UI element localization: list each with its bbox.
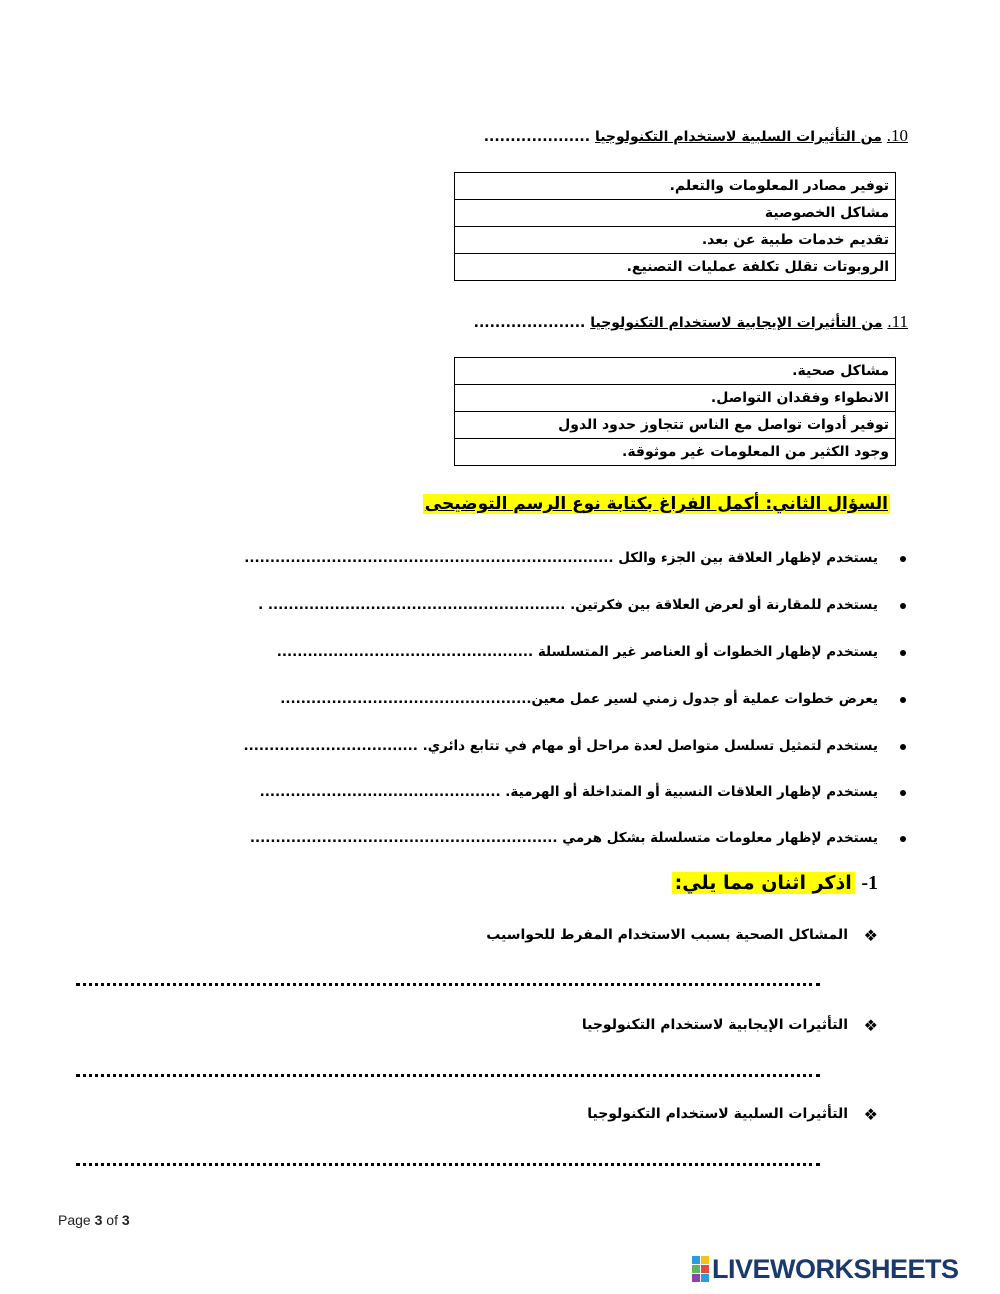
question-text: اذكر اثنان مما يلي: xyxy=(672,872,855,894)
question-number: 10. xyxy=(886,126,908,145)
logo-square xyxy=(701,1265,709,1273)
total-pages: 3 xyxy=(121,1212,130,1228)
liveworksheets-logo[interactable] xyxy=(692,1254,959,1284)
bullet-item xyxy=(280,691,878,707)
diamond-icon: ❖ xyxy=(863,1105,878,1124)
question-number: 1- xyxy=(861,872,878,894)
bullet-text[interactable]: يستخدم لتمثيل تسلسل متواصل لعدة مراحل أو مهام في تتابع دائري. .................................. xyxy=(243,738,878,754)
logo-text: LIVEWORKSHEETS xyxy=(712,1253,959,1284)
bullet-text[interactable]: يستخدم لإظهار معلومات متسلسلة بشكل هرمي ............................................................ xyxy=(249,830,878,846)
list-item xyxy=(587,1105,878,1124)
options-table-q11 xyxy=(454,357,896,466)
answer-line[interactable] xyxy=(76,1074,820,1077)
bullet-icon xyxy=(900,603,906,609)
bullet-icon xyxy=(900,790,906,796)
current-page: 3 xyxy=(94,1212,103,1228)
bullet-icon xyxy=(900,556,906,562)
logo-icon xyxy=(692,1256,709,1282)
bullet-item xyxy=(277,644,878,660)
page-footer xyxy=(58,1212,130,1228)
question-text: من التأثيرات السلبية لاستخدام التكنولوجيا xyxy=(594,129,882,145)
bullet-text[interactable]: يستخدم للمقارنة أو لعرض العلاقة بين فكرتين. .......................................................... . xyxy=(258,597,878,613)
diamond-icon: ❖ xyxy=(863,1016,878,1035)
list-item-text: التأثيرات السلبية لاستخدام التكنولوجيا xyxy=(587,1106,848,1122)
bullet-item xyxy=(250,830,878,846)
bullet-text[interactable]: يعرض خطوات عملية أو جدول زمني لسير عمل معين................................................. xyxy=(280,691,878,707)
list-item xyxy=(581,1016,878,1035)
bullet-text[interactable]: يستخدم لإظهار العلاقة بين الجزء والكل ........................................................................ xyxy=(244,550,878,566)
question-text: من التأثيرات الإيجابية لاستخدام التكنولوجيا xyxy=(590,315,883,331)
option-cell[interactable]: مشاكل الخصوصية xyxy=(455,200,896,227)
option-cell[interactable]: تقديم خدمات طبية عن بعد. xyxy=(455,227,896,254)
answer-line[interactable] xyxy=(76,983,820,986)
bullet-icon xyxy=(900,697,906,703)
bullet-text[interactable]: يستخدم لإظهار الخطوات أو العناصر غير المتسلسلة .................................................. xyxy=(276,644,878,660)
bullet-icon xyxy=(900,650,906,656)
answer-line[interactable] xyxy=(76,1163,820,1166)
of-word: of xyxy=(106,1212,118,1228)
bullet-item xyxy=(244,738,879,754)
list-item-text: التأثيرات الإيجابية لاستخدام التكنولوجيا xyxy=(581,1017,848,1033)
question-number: 11. xyxy=(887,312,908,331)
section-text: أكمل الفراغ بكتابة نوع الرسم التوضيحى xyxy=(424,494,766,514)
option-cell[interactable]: وجود الكثير من المعلومات غير موثوقة. xyxy=(455,439,896,466)
option-cell[interactable]: توفير مصادر المعلومات والتعلم. xyxy=(455,173,896,200)
logo-square xyxy=(692,1274,700,1282)
bullet-text[interactable]: يستخدم لإظهار العلاقات النسبية أو المتداخلة أو الهرمية. ............................................... xyxy=(259,784,878,800)
list-item-text: المشاكل الصحية بسبب الاستخدام المفرط للحواسيب xyxy=(486,927,848,943)
logo-square xyxy=(701,1274,709,1282)
question-1 xyxy=(672,872,878,895)
option-cell[interactable]: توفير أدوات تواصل مع الناس تتجاوز حدود الدول xyxy=(455,412,896,439)
option-cell[interactable]: مشاكل صحية. xyxy=(455,358,896,385)
section-label: السؤال الثاني: xyxy=(765,494,888,514)
list-item xyxy=(486,926,878,945)
page-word: Page xyxy=(58,1212,91,1228)
question-10 xyxy=(484,126,908,146)
section-title xyxy=(423,494,890,514)
bullet-item xyxy=(260,784,878,800)
logo-square xyxy=(692,1256,700,1264)
options-table-q10 xyxy=(454,172,896,281)
bullet-item xyxy=(244,550,878,566)
answer-blank[interactable]: ..................... xyxy=(473,315,586,331)
option-cell[interactable]: الروبوتات تقلل تكلفة عمليات التصنيع. xyxy=(455,254,896,281)
answer-blank[interactable]: .................... xyxy=(483,129,591,145)
diamond-icon: ❖ xyxy=(863,926,878,945)
bullet-icon xyxy=(900,744,906,750)
bullet-item xyxy=(258,597,878,613)
bullet-icon xyxy=(900,836,906,842)
option-cell[interactable]: الانطواء وفقدان التواصل. xyxy=(455,385,896,412)
logo-square xyxy=(692,1265,700,1273)
logo-square xyxy=(701,1256,709,1264)
question-11 xyxy=(474,312,908,332)
